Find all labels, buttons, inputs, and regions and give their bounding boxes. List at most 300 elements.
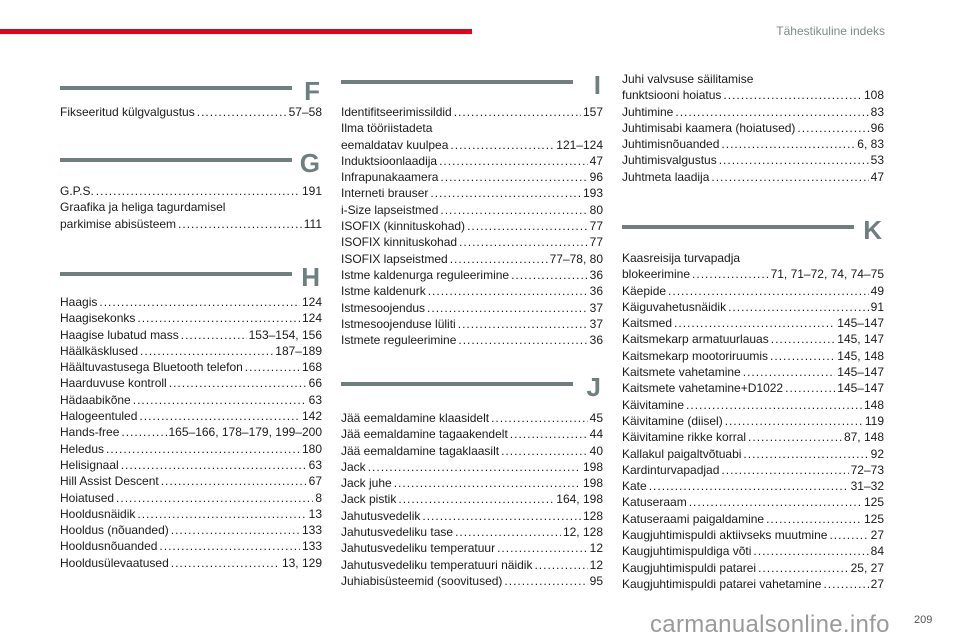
entry-page: 165–166, 178–179, 199–200 bbox=[168, 425, 322, 440]
index-list-i bbox=[341, 104, 603, 348]
entry-label: blokeerimine bbox=[622, 267, 691, 282]
dot-leader bbox=[368, 459, 581, 475]
entry-page: 96 bbox=[870, 120, 884, 135]
entry-label: Hooldus (nõuanded) bbox=[60, 523, 169, 538]
dot-leader bbox=[829, 527, 868, 543]
index-entry bbox=[622, 462, 884, 478]
index-entry bbox=[341, 104, 603, 120]
index-entry bbox=[341, 443, 603, 459]
index-entry bbox=[60, 359, 322, 375]
index-entry bbox=[341, 410, 603, 426]
dot-leader bbox=[719, 152, 869, 168]
entry-label: Kaitsmed bbox=[622, 316, 673, 331]
entry-label: Jää eemaldamine tagaakendelt bbox=[341, 427, 508, 442]
index-entry bbox=[60, 522, 322, 538]
dot-leader bbox=[439, 153, 588, 169]
entry-page: 125 bbox=[863, 511, 884, 526]
entry-label: Jahutusvedeliku temperatuur bbox=[341, 541, 496, 556]
index-entry bbox=[341, 185, 603, 201]
entry-label: Istmete reguleerimine bbox=[341, 333, 457, 348]
index-entry-prefix: Graafika ja heliga tagurdamisel bbox=[60, 200, 226, 215]
index-entry bbox=[622, 348, 884, 364]
section-header-f bbox=[60, 76, 322, 106]
index-entry bbox=[60, 490, 322, 506]
dot-leader bbox=[797, 120, 868, 136]
index-entry bbox=[341, 137, 603, 153]
index-list-g bbox=[60, 183, 322, 232]
index-entry bbox=[60, 310, 322, 326]
entry-label: Kaugjuhtimispuldi aktiivseks muutmine bbox=[622, 528, 828, 543]
running-header: Tähestikuline indeks bbox=[776, 24, 885, 38]
entry-page: 45 bbox=[589, 411, 603, 425]
index-entry bbox=[622, 283, 884, 299]
entry-label: Jahutusvedeliku tase bbox=[341, 525, 454, 540]
entry-label: Heledus bbox=[60, 441, 105, 456]
entry-page: 164, 198 bbox=[556, 492, 603, 507]
entry-label: Käepide bbox=[622, 283, 667, 298]
dot-leader bbox=[116, 490, 313, 506]
entry-page: 8 bbox=[315, 490, 322, 505]
entry-label: Häältuvastusega Bluetooth telefon bbox=[60, 360, 243, 375]
accent-bar bbox=[0, 29, 472, 34]
index-entry-prefix: Ilma tööriistadeta bbox=[341, 121, 433, 136]
entry-label: ISOFIX (kinnituskohad) bbox=[341, 219, 466, 234]
dot-leader bbox=[689, 494, 862, 510]
index-entry bbox=[622, 152, 884, 168]
dot-leader bbox=[440, 202, 587, 218]
dot-leader bbox=[766, 511, 862, 527]
index-entry bbox=[341, 283, 603, 299]
section-letter: H bbox=[301, 262, 320, 292]
entry-label: Infrapunakaamera bbox=[341, 170, 439, 185]
index-entry bbox=[341, 169, 603, 185]
index-entry bbox=[341, 234, 603, 250]
dot-leader bbox=[428, 283, 588, 299]
dot-leader bbox=[140, 343, 273, 359]
entry-page: 153–154, 156 bbox=[248, 327, 322, 342]
entry-label: ISOFIX kinnituskohad bbox=[341, 235, 458, 250]
dot-leader bbox=[161, 473, 307, 489]
dot-leader bbox=[178, 216, 302, 232]
dot-leader bbox=[159, 538, 300, 554]
index-list-j bbox=[341, 410, 603, 589]
entry-label: Kate bbox=[622, 479, 647, 494]
index-entry bbox=[622, 380, 884, 396]
index-entry bbox=[622, 511, 884, 527]
index-entry bbox=[341, 557, 603, 573]
dot-leader bbox=[181, 327, 247, 343]
index-entry bbox=[622, 104, 884, 120]
entry-page: 83 bbox=[870, 104, 884, 119]
entry-page: 53 bbox=[870, 153, 884, 168]
index-entry bbox=[60, 408, 322, 424]
dot-leader bbox=[99, 294, 300, 310]
entry-page: 187–189 bbox=[275, 343, 322, 358]
entry-label: Hoiatused bbox=[60, 490, 115, 505]
index-entry bbox=[60, 183, 322, 199]
entry-page: 91 bbox=[870, 299, 884, 314]
entry-page: 36 bbox=[589, 267, 603, 282]
entry-page: 27 bbox=[870, 528, 884, 543]
entry-label: Haagisekonks bbox=[60, 311, 136, 326]
index-entry bbox=[60, 392, 322, 408]
dot-leader bbox=[427, 300, 588, 316]
dot-leader bbox=[501, 443, 588, 459]
entry-page: 133 bbox=[301, 523, 322, 538]
dot-leader bbox=[510, 426, 588, 442]
divider bbox=[622, 225, 854, 229]
entry-page: 198 bbox=[582, 476, 603, 491]
index-entry bbox=[341, 251, 603, 267]
entry-label: Kaitsmete vahetamine+D1022 bbox=[622, 381, 784, 396]
dot-leader bbox=[133, 392, 307, 408]
entry-page: 133 bbox=[301, 539, 322, 554]
dot-leader bbox=[511, 267, 588, 283]
dot-leader bbox=[450, 137, 554, 153]
index-entry bbox=[622, 446, 884, 462]
dot-leader bbox=[422, 508, 581, 524]
entry-page: 96 bbox=[589, 170, 603, 185]
dot-leader bbox=[455, 524, 561, 540]
index-entry bbox=[622, 331, 884, 347]
index-entry bbox=[60, 441, 322, 457]
entry-page: 57–58 bbox=[288, 105, 322, 119]
dot-leader bbox=[106, 441, 300, 457]
dot-leader bbox=[171, 555, 280, 571]
divider bbox=[341, 382, 573, 386]
entry-label: Juhtimisabi kaamera (hoiatused) bbox=[622, 120, 796, 135]
entry-label: Identifitseerimissildid bbox=[341, 105, 452, 119]
entry-label: G.P.S. bbox=[60, 184, 94, 198]
entry-label: Fikseeritud külgvalgustus bbox=[60, 105, 195, 119]
entry-page: 36 bbox=[589, 284, 603, 299]
entry-label: Hands-free bbox=[60, 425, 120, 440]
index-entry bbox=[622, 266, 884, 282]
index-entry bbox=[341, 524, 603, 540]
dot-leader bbox=[674, 315, 835, 331]
entry-page: 145, 148 bbox=[837, 348, 884, 363]
entry-label: Jack bbox=[341, 459, 366, 474]
dot-leader bbox=[721, 136, 855, 152]
entry-page: 37 bbox=[589, 316, 603, 331]
dot-leader bbox=[692, 266, 769, 282]
dot-leader bbox=[723, 87, 862, 103]
index-entry-prefix: Juhi valvsuse säilitamise bbox=[622, 72, 754, 86]
index-entry bbox=[341, 153, 603, 169]
entry-page: 13, 129 bbox=[281, 555, 322, 570]
section-letter: F bbox=[304, 76, 320, 106]
entry-page: 25, 27 bbox=[850, 560, 884, 575]
index-entry bbox=[622, 429, 884, 445]
entry-page: 145–147 bbox=[837, 381, 884, 396]
dot-leader bbox=[721, 462, 848, 478]
dot-leader bbox=[137, 506, 306, 522]
entry-page: 80 bbox=[589, 202, 603, 217]
index-entry bbox=[622, 413, 884, 429]
section-header-g bbox=[60, 148, 322, 178]
dot-leader bbox=[458, 332, 587, 348]
dot-leader bbox=[121, 424, 166, 440]
index-entry bbox=[341, 300, 603, 316]
entry-page: 36 bbox=[589, 333, 603, 348]
entry-label: Induktsioonlaadija bbox=[341, 153, 438, 168]
dot-leader bbox=[171, 522, 300, 538]
entry-label: Käiguvahetusnäidik bbox=[622, 299, 727, 314]
entry-label: Jahutusvedeliku temperatuuri näidik bbox=[341, 557, 533, 572]
entry-page: 63 bbox=[308, 457, 322, 472]
index-entry bbox=[622, 299, 884, 315]
entry-label: Kaugjuhtimispuldiga võti bbox=[622, 544, 752, 559]
entry-page: 72–73 bbox=[850, 462, 884, 477]
entry-label: Interneti brauser bbox=[341, 186, 429, 201]
index-entry bbox=[60, 216, 322, 232]
index-entry bbox=[341, 202, 603, 218]
entry-label: Juhtimisnõuanded bbox=[622, 137, 720, 152]
index-entry bbox=[622, 543, 884, 559]
entry-page: 84 bbox=[870, 544, 884, 559]
entry-label: Kaugjuhtimispuldi patarei bbox=[622, 560, 757, 575]
dot-leader bbox=[649, 478, 849, 494]
index-entry bbox=[622, 136, 884, 152]
entry-label: Haarduvuse kontroll bbox=[60, 376, 167, 391]
watermark: carmanualsonline.info bbox=[650, 611, 890, 638]
entry-label: Käivitamine rikke korral bbox=[622, 430, 747, 445]
divider bbox=[341, 80, 573, 84]
section-letter: K bbox=[863, 215, 882, 245]
index-entry bbox=[341, 316, 603, 332]
entry-page: 121–124 bbox=[556, 137, 603, 152]
entry-label: Jahutusvedelik bbox=[341, 508, 421, 523]
dot-leader bbox=[748, 429, 842, 445]
entry-label: Katuseraam bbox=[622, 495, 687, 510]
entry-label: Helisignaal bbox=[60, 457, 119, 472]
index-entry bbox=[341, 475, 603, 491]
dot-leader bbox=[770, 348, 835, 364]
entry-label: Käivitamine bbox=[622, 397, 685, 412]
index-entry bbox=[60, 327, 322, 343]
dot-leader bbox=[785, 380, 835, 396]
index-entry bbox=[341, 491, 603, 507]
section-header-i bbox=[341, 70, 603, 100]
page-number: 209 bbox=[914, 614, 933, 626]
index-entry bbox=[60, 506, 322, 522]
entry-label: Kaitsmekarp mootoriruumis bbox=[622, 348, 769, 363]
entry-page: 12 bbox=[589, 557, 603, 572]
dot-leader bbox=[497, 540, 588, 556]
index-entry bbox=[60, 538, 322, 554]
entry-page: 148 bbox=[863, 397, 884, 412]
index-entry bbox=[60, 375, 322, 391]
section-header-j bbox=[341, 372, 603, 402]
section-header-h bbox=[60, 262, 322, 292]
index-entry bbox=[341, 332, 603, 348]
index-entry-prefix: Kaasreisija turvapadja bbox=[622, 251, 741, 265]
index-list-h bbox=[60, 294, 322, 571]
entry-page: 193 bbox=[582, 186, 603, 201]
divider bbox=[60, 86, 292, 90]
entry-page: 40 bbox=[589, 443, 603, 458]
index-entry bbox=[622, 120, 884, 136]
dot-leader bbox=[394, 475, 581, 491]
entry-label: Istmesoojenduse lüliti bbox=[341, 316, 456, 331]
entry-label: Kaitsmete vahetamine bbox=[622, 365, 741, 380]
entry-page: 168 bbox=[301, 360, 322, 375]
divider bbox=[60, 272, 292, 276]
index-entry bbox=[622, 560, 884, 576]
entry-page: 77 bbox=[589, 235, 603, 250]
dot-leader bbox=[458, 316, 588, 332]
entry-page: 37 bbox=[589, 300, 603, 315]
entry-page: 92 bbox=[870, 446, 884, 461]
entry-label: Haagise lubatud mass bbox=[60, 327, 179, 342]
dot-leader bbox=[758, 560, 849, 576]
entry-page: 12 bbox=[589, 541, 603, 556]
entry-label: Juhtimine bbox=[622, 104, 674, 119]
entry-page: 47 bbox=[870, 169, 884, 184]
index-entry bbox=[341, 426, 603, 442]
dot-leader bbox=[504, 573, 587, 589]
entry-label: Kardinturvapadjad bbox=[622, 462, 720, 477]
entry-page: 66 bbox=[308, 376, 322, 391]
entry-page: 87, 148 bbox=[843, 430, 884, 445]
entry-label: Katuseraami paigaldamine bbox=[622, 511, 765, 526]
entry-label: Haagis bbox=[60, 295, 98, 309]
index-entry bbox=[60, 555, 322, 571]
dot-leader bbox=[398, 491, 554, 507]
section-letter: J bbox=[586, 372, 601, 402]
entry-page: 71, 71–72, 74, 74–75 bbox=[770, 267, 884, 282]
entry-label: Häälkäsklused bbox=[60, 343, 139, 358]
entry-page: 124 bbox=[301, 311, 322, 326]
dot-leader bbox=[725, 413, 863, 429]
dot-leader bbox=[668, 283, 869, 299]
dot-leader bbox=[440, 169, 587, 185]
index-entry bbox=[60, 294, 322, 310]
index-entry bbox=[341, 540, 603, 556]
entry-page: 77–78, 80 bbox=[549, 251, 603, 266]
entry-label: Istmesoojendus bbox=[341, 300, 426, 315]
index-entry bbox=[60, 104, 322, 120]
dot-leader bbox=[454, 104, 581, 120]
dot-leader bbox=[121, 457, 307, 473]
dot-leader bbox=[139, 408, 300, 424]
index-entry bbox=[341, 267, 603, 283]
index-entry bbox=[341, 508, 603, 524]
entry-label: Juhtimisvalgustus bbox=[622, 153, 717, 168]
entry-page: 191 bbox=[301, 184, 322, 198]
dot-leader bbox=[743, 446, 868, 462]
index-entry bbox=[622, 576, 884, 592]
entry-label: Hooldusnäidik bbox=[60, 506, 136, 521]
dot-leader bbox=[430, 185, 581, 201]
divider bbox=[60, 158, 292, 162]
entry-label: ISOFIX lapseistmed bbox=[341, 251, 448, 266]
dot-leader bbox=[169, 375, 307, 391]
dot-leader bbox=[459, 234, 588, 250]
index-entry bbox=[622, 169, 884, 185]
entry-page: 49 bbox=[870, 283, 884, 298]
entry-label: Hädaabikõne bbox=[60, 392, 131, 407]
index-entry bbox=[60, 457, 322, 473]
index-entry bbox=[622, 527, 884, 543]
dot-leader bbox=[534, 557, 587, 573]
entry-page: 111 bbox=[303, 216, 322, 231]
entry-label: Halogeentuled bbox=[60, 409, 138, 424]
entry-label: parkimise abisüsteem bbox=[60, 216, 177, 231]
index-entry bbox=[622, 364, 884, 380]
index-entry bbox=[622, 87, 884, 103]
entry-page: 145–147 bbox=[837, 365, 884, 380]
index-entry bbox=[60, 473, 322, 489]
index-entry bbox=[622, 315, 884, 331]
entry-label: Hill Assist Descent bbox=[60, 474, 159, 489]
entry-page: 44 bbox=[589, 427, 603, 442]
entry-label: Jää eemaldamine tagaklaasilt bbox=[341, 443, 500, 458]
index-entry bbox=[60, 343, 322, 359]
entry-page: 13 bbox=[308, 506, 322, 521]
entry-page: 27 bbox=[870, 576, 884, 591]
entry-page: 67 bbox=[308, 474, 322, 489]
entry-page: 77 bbox=[589, 219, 603, 234]
dot-leader bbox=[245, 359, 300, 375]
entry-label: Hooldusnõuanded bbox=[60, 539, 158, 554]
entry-label: eemaldatav kuulpea bbox=[341, 137, 449, 152]
entry-label: Jack juhe bbox=[341, 476, 392, 491]
entry-page: 63 bbox=[308, 392, 322, 407]
entry-label: funktsiooni hoiatus bbox=[622, 88, 722, 103]
entry-page: 198 bbox=[582, 459, 603, 474]
section-letter: I bbox=[593, 70, 601, 100]
dot-leader bbox=[743, 364, 836, 380]
dot-leader bbox=[823, 576, 868, 592]
entry-label: Juhiabisüsteemid (soovitused) bbox=[341, 573, 503, 588]
entry-label: Kaitsmekarp armatuurlauas bbox=[622, 332, 769, 347]
entry-page: 119 bbox=[864, 413, 884, 428]
index-entry bbox=[622, 494, 884, 510]
dot-leader bbox=[728, 299, 869, 315]
dot-leader bbox=[137, 310, 300, 326]
entry-page: 125 bbox=[863, 495, 884, 510]
section-letter: G bbox=[299, 148, 320, 178]
dot-leader bbox=[450, 251, 548, 267]
entry-label: Hooldusülevaatused bbox=[60, 555, 169, 570]
entry-page: 142 bbox=[301, 409, 322, 424]
dot-leader bbox=[753, 543, 868, 559]
entry-label: Juhtmeta laadija bbox=[622, 169, 710, 184]
dot-leader bbox=[711, 169, 868, 185]
entry-label: Kaugjuhtimispuldi patarei vahetamine bbox=[622, 576, 822, 591]
dot-leader bbox=[771, 331, 836, 347]
entry-label: Istme kaldenurk bbox=[341, 284, 426, 299]
entry-label: Istme kaldenurga reguleerimine bbox=[341, 267, 510, 282]
entry-label: Kallakul paigaltvõtuabi bbox=[622, 446, 742, 461]
entry-label: Jää eemaldamine klaasidelt bbox=[341, 411, 490, 425]
section-header-k bbox=[622, 215, 884, 245]
index-entry bbox=[622, 478, 884, 494]
index-entry bbox=[341, 573, 603, 589]
index-entry bbox=[60, 424, 322, 440]
index-entry bbox=[341, 459, 603, 475]
entry-page: 12, 128 bbox=[562, 525, 603, 540]
entry-page: 95 bbox=[589, 573, 603, 588]
entry-page: 6, 83 bbox=[857, 137, 884, 152]
dot-leader bbox=[467, 218, 588, 234]
dot-leader bbox=[686, 397, 862, 413]
entry-label: Käivitamine (diisel) bbox=[622, 413, 723, 428]
index-list-f bbox=[60, 104, 322, 120]
index-entry bbox=[341, 218, 603, 234]
dot-leader bbox=[675, 104, 868, 120]
